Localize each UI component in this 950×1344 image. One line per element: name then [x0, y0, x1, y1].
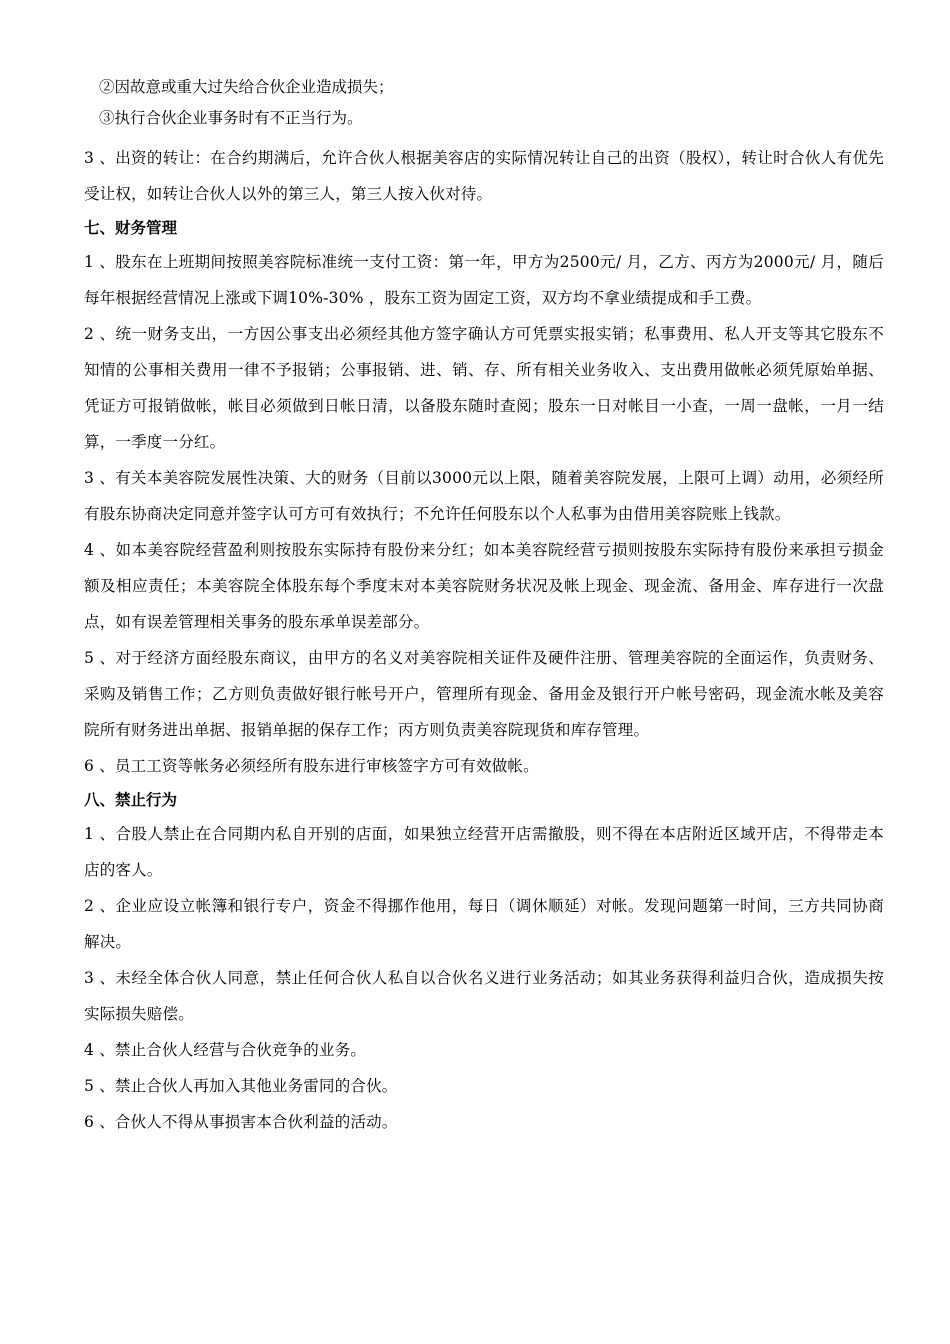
- list-item: 3 、有关本美容院发展性决策、大的财务（目前以3000元以上限，随着美容院发展，上限可上调）动用，必须经所有股东协商决定同意并签字认可方可有效执行；不允许任何股东以个人私事为由借用美容院账上钱款。: [84, 469, 884, 523]
- document-page: [84, 72, 884, 1140]
- list-item: 2 、企业应设立帐簿和银行专户，资金不得挪作他用，每日（调休顺延）对帐。发现问题第一时间，三方共同协商解决。: [84, 897, 884, 951]
- list-item: 5 、禁止合伙人再加入其他业务雷同的合伙。: [84, 1077, 398, 1095]
- list-item: 6 、合伙人不得从事损害本合伙利益的活动。: [84, 1113, 398, 1131]
- list-item: 6 、员工工资等帐务必须经所有股东进行审核签字方可有效做帐。: [84, 757, 539, 775]
- section-prohibited: [84, 784, 884, 1140]
- section-heading: 七、财务管理: [84, 219, 178, 237]
- list-item: 1 、合股人禁止在合同期内私自开别的店面，如果独立经营开店需撤股，则不得在本店附近区域开店，不得带走本店的客人。: [84, 825, 884, 879]
- list-item: 2 、统一财务支出，一方因公事支出必须经其他方签字确认方可凭票实报实销；私事费用、私人开支等其它股东不知情的公事相关费用一律不予报销；公事报销、进、销、存、所有相关业务收入、支出费用做帐必须凭原始单据、凭证方可报销做帐，帐目必须做到日帐日清，以备股东随时查阅；股东一日对帐目一小查，一周一盘帐，一月一结算，一季度一分红。: [84, 325, 884, 451]
- paragraph-transfer: 3 、出资的转让：在合约期满后，允许合伙人根据美容店的实际情况转让自己的出资（股权），转让时合伙人有优先受让权，如转让合伙人以外的第三人，第三人按入伙对待。: [84, 149, 884, 203]
- list-item: ②因故意或重大过失给合伙企业造成损失；: [99, 78, 394, 96]
- list-item: ③执行合伙企业事务时有不正当行为。: [99, 109, 363, 127]
- list-item: 1 、股东在上班期间按照美容院标准统一支付工资：第一年，甲方为2500元/ 月，乙方、丙方为2000元/ 月，随后每年根据经营情况上涨或下调10%-30% ，股东工资为固定工资，双方均不拿业绩提成和手工费。: [84, 253, 884, 307]
- section-finance: [84, 212, 884, 784]
- list-item: 5 、对于经济方面经股东商议，由甲方的名义对美容院相关证件及硬件注册、管理美容院的全面运作，负责财务、采购及销售工作；乙方则负责做好银行帐号开户，管理所有现金、备用金及银行开户帐号密码，现金流水帐及美容院所有财务进出单据、报销单据的保存工作；丙方则负责美容院现货和库存管理。: [84, 649, 884, 739]
- list-item: 4 、如本美容院经营盈利则按股东实际持有股份来分红；如本美容院经营亏损则按股东实际持有股份来承担亏损金额及相应责任；本美容院全体股东每个季度末对本美容院财务状况及帐上现金、现金流、备用金、库存进行一次盘点，如有误差管理相关事务的股东承单误差部分。: [84, 541, 884, 631]
- list-item: 3 、未经全体合伙人同意，禁止任何合伙人私自以合伙名义进行业务活动；如其业务获得利益归合伙，造成损失按实际损失赔偿。: [84, 969, 884, 1023]
- section-heading: 八、禁止行为: [84, 791, 178, 809]
- list-item: 4 、禁止合伙人经营与合伙竞争的业务。: [84, 1041, 367, 1059]
